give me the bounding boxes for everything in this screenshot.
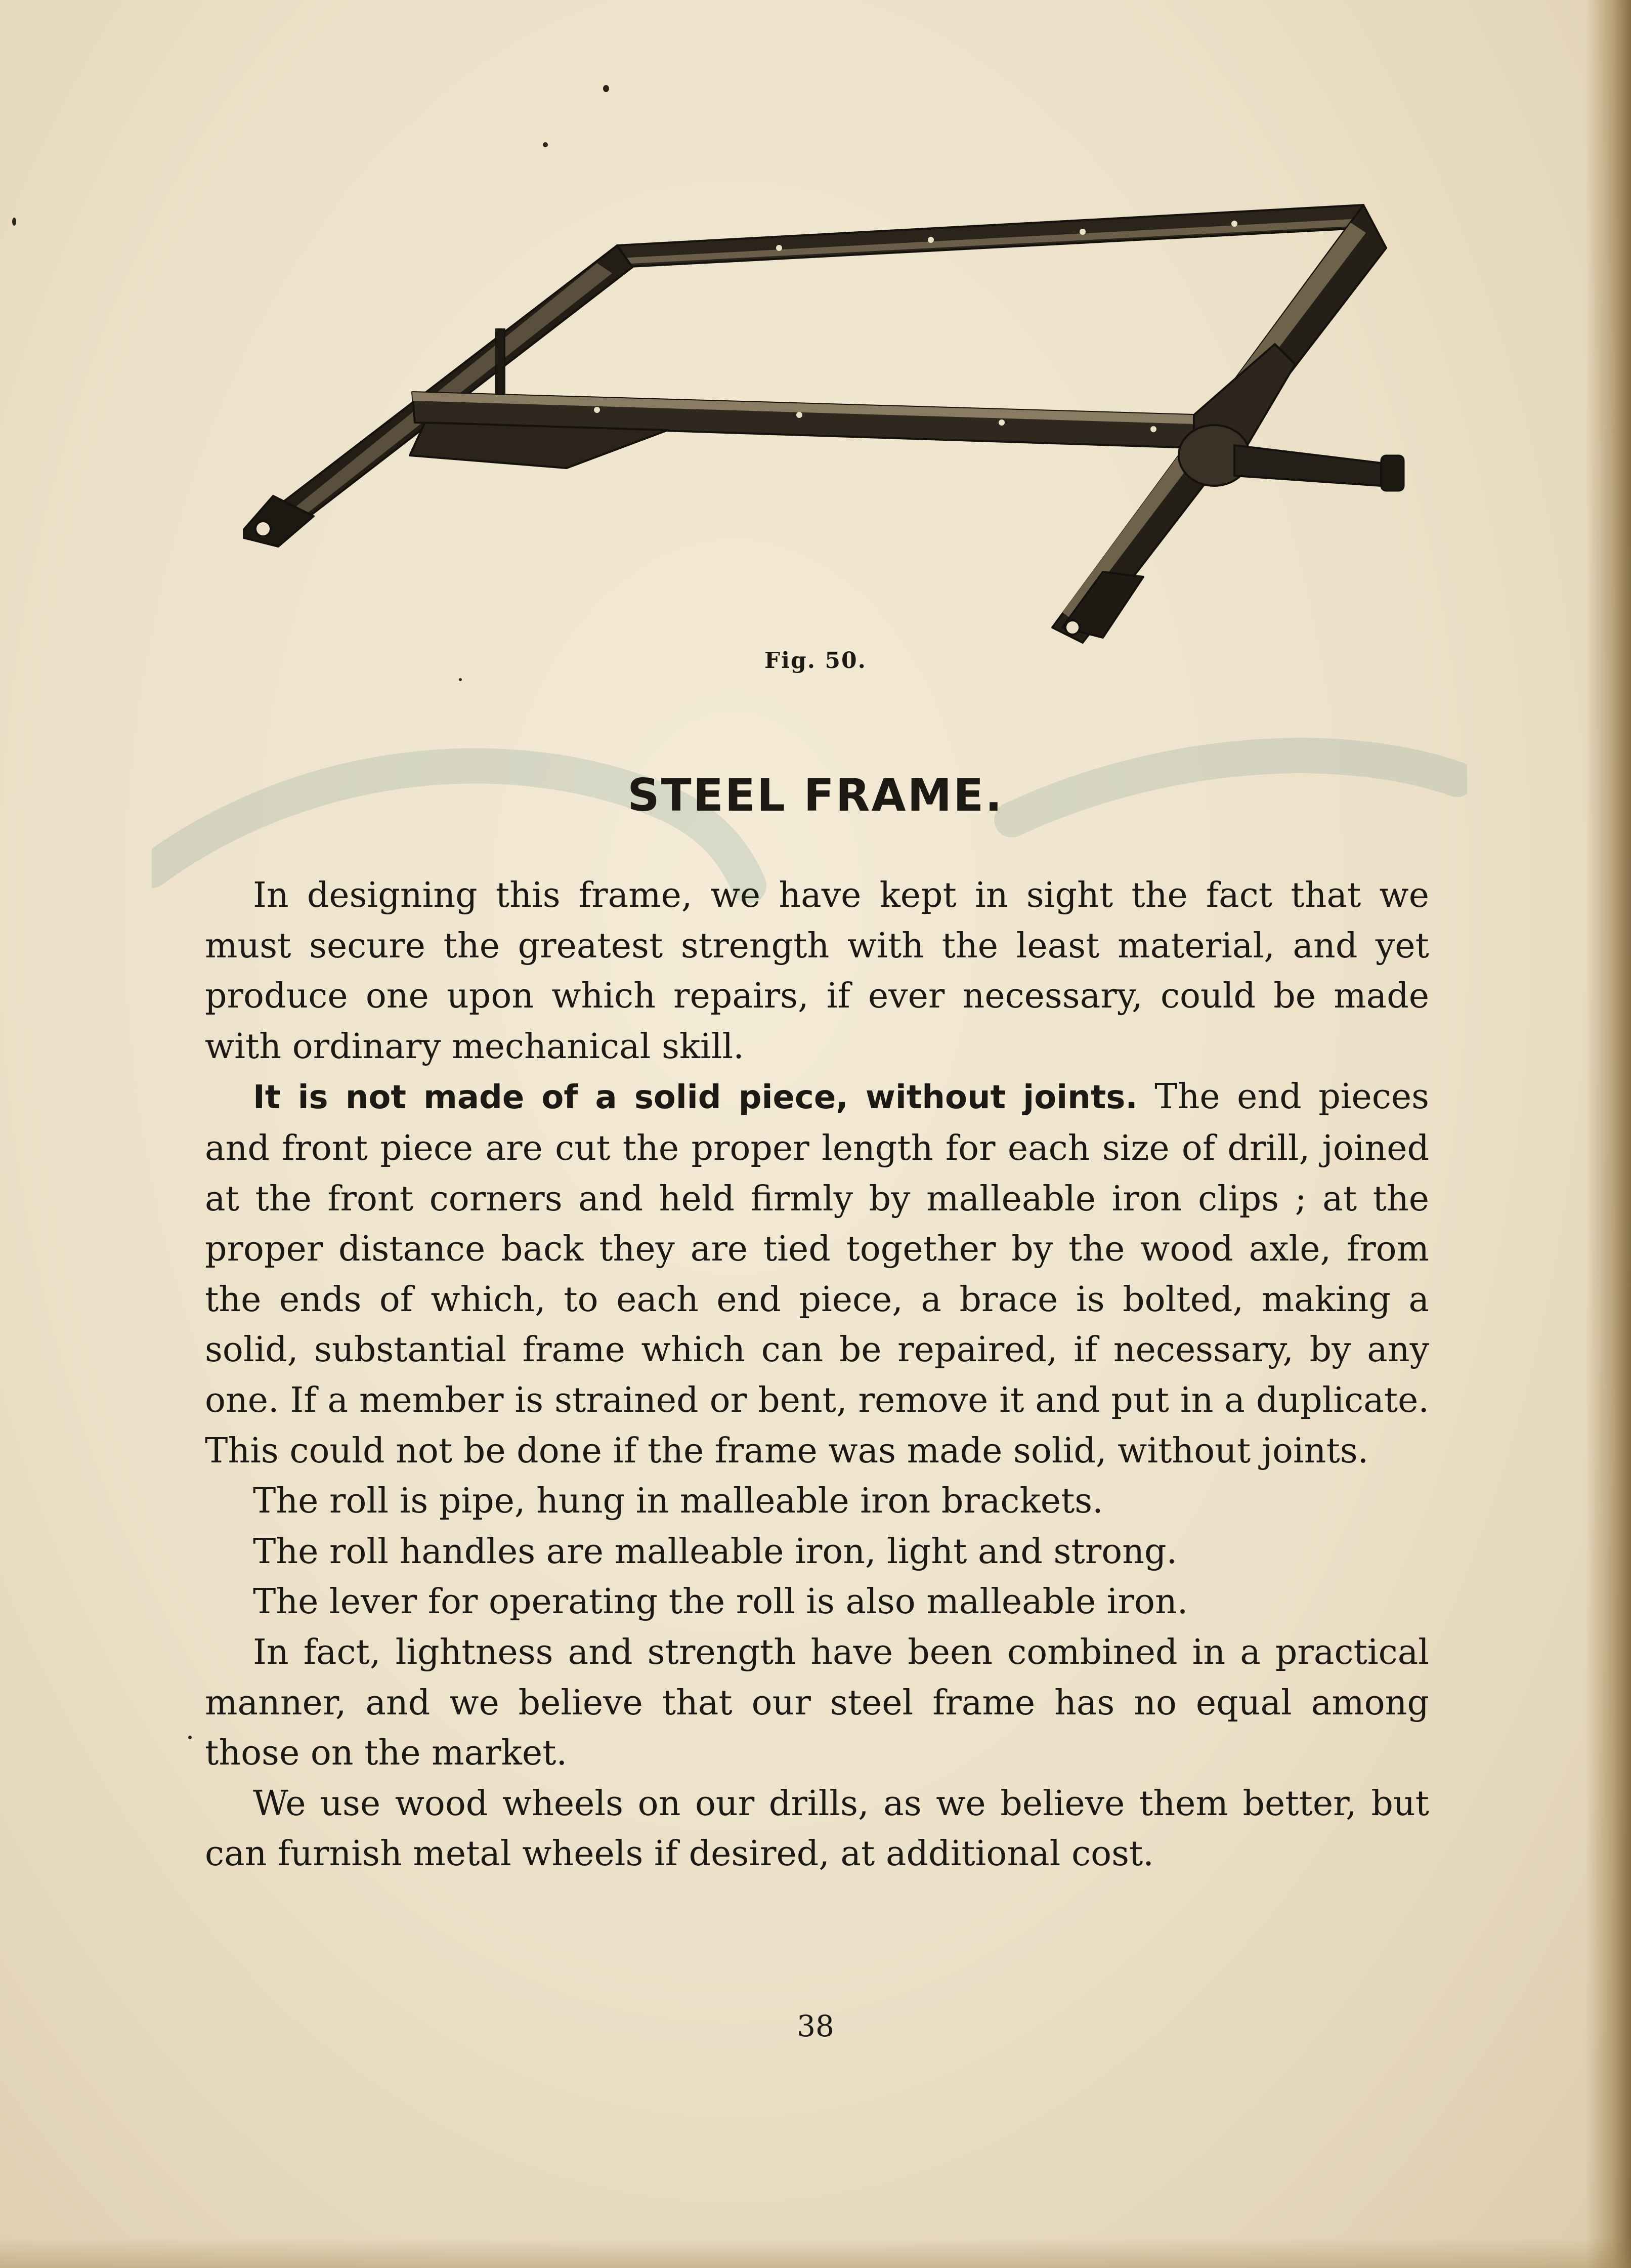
page-bottom-shadow [0, 2238, 1631, 2268]
paragraph [205, 1476, 1429, 1527]
paragraph [205, 1779, 1429, 1879]
paragraph [205, 870, 1429, 1072]
speck [12, 218, 16, 226]
speck [188, 1736, 192, 1739]
page-edge-shadow [1585, 0, 1631, 2268]
paragraph [205, 1627, 1429, 1779]
speck [459, 678, 462, 681]
paragraph-text: The roll handles are malleable iron, light and strong. [253, 1531, 1178, 1572]
paragraph [205, 1527, 1429, 1577]
speck [543, 142, 548, 147]
paragraph-text: The roll is pipe, hung in malleable iron brackets. [253, 1481, 1103, 1522]
paragraph-text: In designing this frame, we have kept in sight the fact that we must secure the greatest strength with the least material, and yet produce one upon which repairs, if ever necessary, could be made with ordinary mechanical skill. [205, 875, 1429, 1067]
paragraph-text: The lever for operating the roll is also malleable iron. [253, 1582, 1188, 1622]
paragraph-lead-bold: It is not made of a solid piece, without joints. [253, 1079, 1138, 1117]
body-text [205, 870, 1429, 1879]
paragraph [205, 1577, 1429, 1627]
figure-caption: Fig. 50. [764, 648, 867, 674]
paragraph-text: We use wood wheels on our drills, as we believe them better, but can furnish metal wheels if desired, at additional cost. [205, 1783, 1429, 1874]
paragraph-text: The end pieces and front piece are cut the proper length for each size of drill, joined at the front corners and held firmly by malleable iron clips ; at the proper distance back they are tied together by the wood axle, from the ends of which, to each end piece, a brace is bolted, making a solid, substantial frame which can be repaired, if necessary, by any one. If a member is strained or bent, remove it and put in a duplicate. This could not be done if the frame was made solid, without joints. [205, 1077, 1430, 1471]
speck [603, 85, 609, 92]
steel-frame-illustration [243, 192, 1406, 648]
paragraph [205, 1072, 1429, 1476]
paragraph-text: In fact, lightness and strength have been combined in a practical manner, and we believe that our steel frame has no equal among those on the market. [205, 1632, 1429, 1774]
page-number: 38 [797, 2009, 834, 2043]
page-title: STEEL FRAME. [627, 769, 1004, 821]
